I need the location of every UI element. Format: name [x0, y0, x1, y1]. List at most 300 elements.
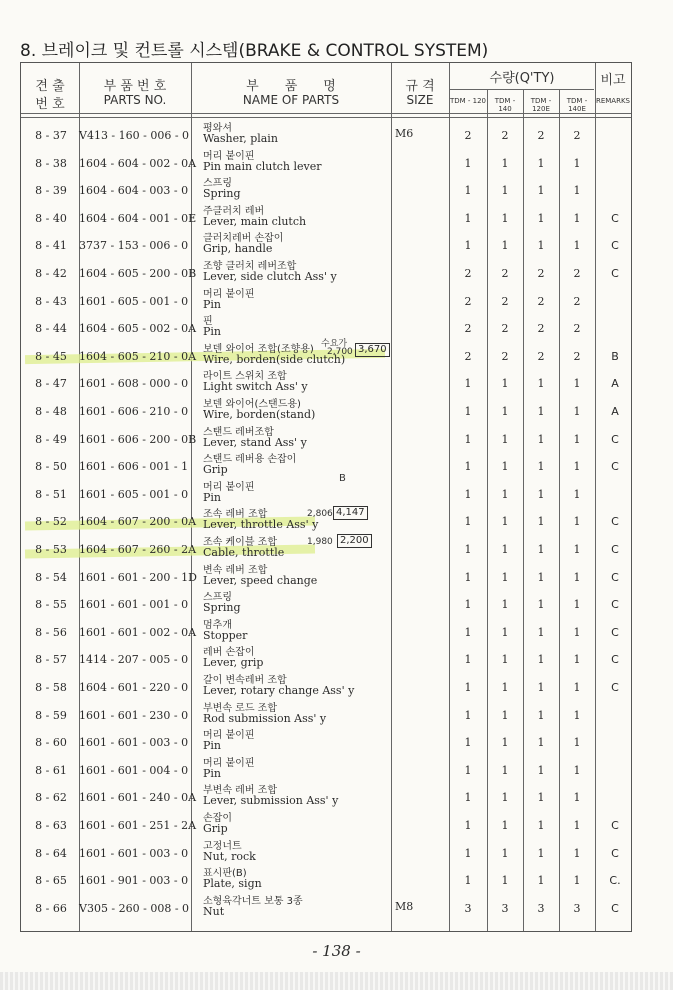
- qty-value: 1: [464, 405, 472, 418]
- header-rule: [21, 113, 631, 114]
- part-name-kr: 스탠드 레버조합: [203, 426, 274, 438]
- ref-number: 8 - 44: [35, 322, 67, 336]
- qty-value: 1: [464, 570, 472, 584]
- part-name-kr: 조향 클러치 레버조합: [203, 261, 297, 272]
- remarks-code: C: [611, 432, 619, 446]
- qty-value: 1: [501, 432, 509, 446]
- qty-value: 2: [464, 129, 472, 142]
- part-number: V413 - 160 - 006 - 0: [79, 129, 190, 142]
- qty-value: 1: [464, 211, 472, 225]
- part-number: 1601 - 901 - 003 - 0: [79, 874, 189, 888]
- table-row: [21, 395, 631, 423]
- qty-value: 3: [573, 901, 581, 915]
- table-row: [21, 616, 631, 644]
- part-name-en: Washer, plain: [203, 132, 278, 145]
- qty-value: 1: [537, 846, 545, 860]
- ref-number: 8 - 38: [35, 156, 67, 170]
- qty-value: 1: [501, 625, 509, 639]
- remarks-code: A: [611, 377, 619, 391]
- part-number: 3737 - 153 - 006 - 0: [79, 239, 189, 253]
- part-number: 1601 - 608 - 000 - 0: [79, 377, 189, 391]
- qty-value: 1: [537, 681, 545, 694]
- ref-number: 8 - 61: [35, 763, 67, 777]
- table-row: [21, 119, 631, 147]
- qty-value: 1: [537, 432, 545, 446]
- remarks-code: C: [611, 653, 619, 667]
- part-name-en: Cable, throttle: [203, 546, 285, 559]
- qty-value: 1: [464, 156, 472, 170]
- part-name-en: Pin main clutch lever: [203, 159, 322, 173]
- scan-edge: [0, 972, 673, 990]
- part-name-kr: 조속 케이블 조합: [203, 537, 277, 548]
- remarks-code: C: [611, 819, 619, 832]
- part-number: 1604 - 604 - 001 - 0E: [79, 211, 197, 225]
- qty-value: 2: [573, 349, 581, 363]
- qty-value: 1: [464, 791, 472, 805]
- qty-value: 1: [464, 184, 472, 198]
- ref-number: 8 - 64: [35, 846, 67, 860]
- table-row: [21, 202, 631, 230]
- table-row: [21, 423, 631, 451]
- table-row: [21, 367, 631, 395]
- part-name-en: Pin: [203, 297, 222, 311]
- header-partno-en: PARTS NO.: [103, 93, 167, 107]
- part-number: 1601 - 601 - 230 - 0: [79, 708, 189, 722]
- qty-value: 1: [501, 211, 509, 225]
- qty-value: 2: [537, 294, 545, 308]
- part-number: 1601 - 606 - 200 - 0B: [79, 432, 197, 446]
- table-row: [21, 837, 631, 865]
- qty-value: 2: [537, 322, 545, 336]
- part-name-kr: 머리 붙이핀: [203, 757, 255, 769]
- part-name-en: Grip: [203, 463, 228, 477]
- qty-value: 2: [501, 267, 509, 280]
- part-size: M8: [395, 899, 414, 913]
- part-number: 1601 - 605 - 001 - 0: [79, 294, 189, 308]
- qty-value: 1: [537, 405, 545, 418]
- qty-value: 1: [573, 763, 581, 777]
- ref-number: 8 - 59: [35, 708, 67, 722]
- qty-value: 1: [501, 515, 509, 529]
- qty-value: 1: [464, 377, 472, 391]
- qty-value: 2: [573, 322, 581, 336]
- qty-value: 1: [501, 239, 509, 253]
- qty-value: 1: [464, 681, 472, 694]
- remarks-code: C: [611, 846, 619, 860]
- qty-value: 1: [501, 570, 509, 584]
- qty-value: 2: [464, 294, 472, 308]
- ref-number: 8 - 45: [35, 349, 67, 363]
- part-name-en: Lever, rotary change Ass' y: [203, 684, 355, 697]
- ref-number: 8 - 53: [35, 543, 67, 556]
- table-row: [21, 643, 631, 671]
- part-name-en: Lever, grip: [203, 656, 264, 670]
- qty-value: 2: [501, 129, 509, 142]
- qty-value: 1: [464, 239, 472, 253]
- qty-value: 1: [573, 432, 581, 446]
- part-name-en: Nut: [203, 904, 225, 918]
- part-name-kr: 보덴 와이어 조합(조향용): [203, 343, 314, 355]
- header-name-en: NAME OF PARTS: [242, 93, 340, 107]
- qty-value: 1: [573, 736, 581, 750]
- part-name-en: Lever, speed change: [203, 573, 318, 587]
- part-name-en: Wire, borden(stand): [203, 408, 316, 421]
- handwritten-price: 2,700: [327, 347, 353, 357]
- remarks-code: C: [611, 901, 619, 915]
- qty-value: 1: [537, 211, 545, 225]
- part-number: 1604 - 604 - 002 - 0A: [79, 156, 197, 170]
- ref-number: 8 - 63: [35, 819, 67, 832]
- qty-value: 2: [573, 129, 581, 142]
- qty-value: 2: [464, 267, 472, 280]
- remarks-code: C: [611, 570, 619, 584]
- part-number: 1414 - 207 - 005 - 0: [79, 653, 189, 667]
- ref-number: 8 - 52: [35, 515, 67, 529]
- table-row: [21, 147, 631, 175]
- ref-number: 8 - 51: [35, 487, 67, 501]
- qty-value: 1: [537, 653, 545, 667]
- qty-value: 1: [537, 515, 545, 529]
- qty-value: 1: [573, 653, 581, 667]
- ref-number: 8 - 65: [35, 874, 67, 888]
- part-name-kr: 멈추개: [203, 619, 232, 631]
- table-row: [21, 671, 631, 699]
- part-name-kr: 부변속 로드 조합: [203, 702, 277, 714]
- ref-number: 8 - 62: [35, 791, 67, 805]
- qty-value: 1: [537, 708, 545, 722]
- handwritten-note: 수요가: [321, 339, 348, 349]
- qty-value: 1: [501, 184, 509, 198]
- part-name-kr: 평와셔: [203, 123, 232, 134]
- part-name-kr: 머리 붙이핀: [203, 481, 255, 493]
- table-row: [21, 726, 631, 754]
- qty-value: 1: [573, 874, 581, 888]
- ref-number: 8 - 43: [35, 294, 67, 308]
- part-name-kr: 머리 붙이핀: [203, 150, 255, 162]
- table-row: [21, 809, 631, 837]
- qty-value: 1: [464, 846, 472, 860]
- qty-value: 1: [537, 570, 545, 584]
- part-name-en: Stopper: [203, 628, 248, 642]
- header-rule: [21, 117, 631, 118]
- qty-value: 1: [501, 874, 509, 888]
- part-name-kr: 스프링: [203, 592, 232, 604]
- part-name-kr: 머리 붙이핀: [203, 730, 255, 742]
- table-row: [21, 892, 631, 920]
- header-name-kr: 부 품 명: [246, 79, 336, 94]
- ref-number: 8 - 60: [35, 736, 67, 750]
- qty-value: 1: [501, 460, 509, 474]
- ref-number: 8 - 56: [35, 625, 67, 639]
- table-row: [21, 781, 631, 809]
- qty-value: 1: [501, 653, 509, 667]
- qty-value: 1: [464, 460, 472, 474]
- qty-value: 1: [464, 625, 472, 639]
- remarks-code: C: [611, 598, 619, 612]
- part-number: 1601 - 601 - 003 - 0: [79, 736, 189, 750]
- qty-value: 1: [501, 846, 509, 860]
- part-number: 1601 - 601 - 200 - 1D: [79, 570, 197, 584]
- page-number: - 138 -: [312, 942, 361, 960]
- qty-value: 1: [537, 156, 545, 170]
- header-partno-kr: 부 품 번 호: [103, 79, 167, 94]
- qty-value: 1: [501, 708, 509, 722]
- ref-number: 8 - 40: [35, 211, 67, 225]
- qty-value: 1: [501, 791, 509, 805]
- part-name-kr: 클러치레버 손잡이: [203, 233, 284, 245]
- remarks-code: C: [611, 239, 619, 253]
- header-no-kr: 견 출: [35, 79, 65, 94]
- part-name-kr: 보덴 와이어(스탠드용): [203, 399, 301, 410]
- qty-value: 1: [573, 681, 581, 694]
- qty-value: 1: [573, 405, 581, 418]
- header-qty-col: TDM - 140E: [566, 97, 588, 113]
- part-number: 1604 - 605 - 200 - 0B: [79, 267, 197, 280]
- ref-number: 8 - 66: [35, 901, 67, 915]
- qty-value: 2: [573, 294, 581, 308]
- qty-value: 2: [464, 322, 472, 336]
- remarks-code: C: [611, 515, 619, 529]
- ref-number: 8 - 49: [35, 432, 67, 446]
- qty-value: 1: [537, 874, 545, 888]
- header-remarks-kr: 비고: [600, 73, 626, 88]
- qty-value: 1: [537, 598, 545, 612]
- part-number: 1604 - 604 - 003 - 0: [79, 184, 189, 198]
- qty-value: 1: [573, 377, 581, 391]
- part-name-en: Pin: [203, 325, 222, 339]
- ref-number: 8 - 48: [35, 405, 67, 418]
- part-name-en: Light switch Ass' y: [203, 380, 308, 394]
- header-remarks-en: REMARKS: [595, 97, 630, 105]
- qty-value: 2: [537, 349, 545, 363]
- header-qty-col: TDM - 140: [494, 97, 516, 113]
- table-row: [21, 285, 631, 313]
- part-name-en: Grip, handle: [203, 242, 273, 256]
- ref-number: 8 - 42: [35, 267, 67, 280]
- qty-value: 1: [537, 736, 545, 750]
- qty-value: 3: [501, 901, 509, 915]
- qty-value: 1: [573, 515, 581, 529]
- handwritten-boxed-price: 4,147: [333, 506, 368, 520]
- part-number: 1601 - 601 - 251 - 2A: [79, 819, 197, 832]
- qty-value: 2: [537, 267, 545, 280]
- part-number: 1601 - 605 - 001 - 0: [79, 487, 189, 501]
- part-name-en: Plate, sign: [203, 877, 262, 891]
- table-row: [21, 561, 631, 589]
- qty-value: 1: [537, 791, 545, 805]
- header-size-kr: 규 격: [405, 79, 435, 94]
- qty-value: 1: [464, 763, 472, 777]
- handwritten-boxed-price: 3,670: [355, 343, 390, 357]
- qty-value: 1: [464, 708, 472, 722]
- table-row: [21, 257, 631, 285]
- qty-value: 3: [464, 901, 472, 915]
- part-name-en: Wire, borden(side clutch): [203, 352, 346, 366]
- header-qty-col: TDM - 120E: [530, 97, 552, 113]
- ref-number: 8 - 57: [35, 653, 67, 667]
- qty-value: 1: [537, 763, 545, 777]
- table-row: [21, 450, 631, 478]
- part-name-kr: 표시판(B): [203, 868, 247, 880]
- qty-value: 1: [573, 239, 581, 253]
- qty-value: 1: [464, 487, 472, 501]
- handwritten-price: 2,806: [307, 509, 333, 519]
- part-name-kr: 소형육각너트 보통 3종: [203, 895, 303, 907]
- ref-number: 8 - 41: [35, 239, 67, 253]
- qty-value: 2: [501, 349, 509, 363]
- qty-value: 1: [501, 405, 509, 418]
- qty-value: 1: [573, 211, 581, 225]
- part-name-kr: 조속 레버 조합: [203, 509, 268, 521]
- qty-value: 1: [537, 819, 545, 832]
- handwritten-note: B: [339, 473, 346, 484]
- part-name-kr: 변속 레버 조합: [203, 564, 268, 576]
- ref-number: 8 - 50: [35, 460, 67, 474]
- part-number: 1601 - 601 - 002 - 0A: [79, 625, 197, 639]
- qty-value: 1: [573, 708, 581, 722]
- qty-value: 2: [464, 349, 472, 363]
- table-row: [21, 699, 631, 727]
- qty-value: 2: [573, 267, 581, 280]
- remarks-code: C: [611, 211, 619, 225]
- part-name-kr: 스프링: [203, 178, 232, 190]
- qty-value: 1: [501, 156, 509, 170]
- remarks-code: C: [611, 543, 619, 556]
- part-number: 1604 - 601 - 220 - 0: [79, 681, 189, 694]
- remarks-code: C: [611, 267, 619, 280]
- qty-value: 1: [573, 819, 581, 832]
- table-row: [21, 864, 631, 892]
- ref-number: 8 - 47: [35, 377, 67, 391]
- qty-value: 1: [573, 543, 581, 556]
- qty-value: 2: [501, 322, 509, 336]
- part-number: 1601 - 601 - 001 - 0: [79, 598, 189, 612]
- ref-number: 8 - 54: [35, 570, 67, 584]
- qty-value: 1: [464, 598, 472, 612]
- header-size-en: SIZE: [406, 93, 434, 107]
- part-name-kr: 고정너트: [203, 840, 242, 852]
- remarks-code: C.: [609, 874, 621, 888]
- qty-value: 1: [537, 543, 545, 556]
- part-number: 1601 - 606 - 210 - 0: [79, 405, 189, 418]
- table-row: [21, 588, 631, 616]
- ref-number: 8 - 37: [35, 129, 67, 142]
- header-qty: 수량(Q'TY): [489, 71, 555, 86]
- ref-number: 8 - 39: [35, 184, 67, 198]
- qty-value: 1: [464, 874, 472, 888]
- part-name-en: Pin: [203, 490, 222, 504]
- part-name-en: Spring: [203, 187, 241, 201]
- handwritten-price: 1,980: [307, 537, 333, 547]
- qty-value: 1: [573, 846, 581, 860]
- part-name-en: Rod submission Ass' y: [203, 711, 327, 725]
- qty-value: 1: [501, 598, 509, 612]
- qty-value: 1: [501, 543, 509, 556]
- part-name-kr: 레버 손잡이: [203, 647, 255, 659]
- table-row: [21, 754, 631, 782]
- remarks-code: B: [611, 349, 619, 363]
- part-name-en: Lever, side clutch Ass' y: [203, 270, 337, 283]
- qty-value: 1: [464, 736, 472, 750]
- qty-value: 1: [537, 460, 545, 474]
- header-qty-col: TDM - 120: [449, 97, 487, 105]
- part-name-kr: 갈이 변속레버 조합: [203, 675, 287, 686]
- part-name-kr: 스탠드 레버용 손잡이: [203, 454, 297, 466]
- part-name-en: Lever, submission Ass' y: [203, 794, 339, 808]
- table-row: [21, 174, 631, 202]
- header-rule: [449, 89, 594, 90]
- qty-value: 1: [573, 460, 581, 474]
- part-name-en: Grip: [203, 822, 228, 835]
- qty-value: 1: [501, 819, 509, 832]
- parts-table: [20, 62, 632, 932]
- ref-number: 8 - 58: [35, 681, 67, 694]
- qty-value: 1: [537, 487, 545, 501]
- qty-value: 3: [537, 901, 545, 915]
- part-name-kr: 라이트 스위치 조합: [203, 371, 287, 383]
- qty-value: 1: [537, 377, 545, 391]
- remarks-code: C: [611, 460, 619, 474]
- qty-value: 1: [573, 625, 581, 639]
- qty-value: 2: [537, 129, 545, 142]
- qty-value: 2: [501, 294, 509, 308]
- qty-value: 1: [501, 377, 509, 391]
- remarks-code: C: [611, 625, 619, 639]
- part-name-en: Pin: [203, 766, 222, 780]
- part-number: 1604 - 607 - 200 - 0A: [79, 515, 197, 529]
- part-name-en: Pin: [203, 739, 222, 753]
- part-name-en: Lever, stand Ass' y: [203, 435, 307, 449]
- qty-value: 1: [501, 487, 509, 501]
- part-number: 1601 - 601 - 240 - 0A: [79, 791, 197, 805]
- table-row: [21, 229, 631, 257]
- qty-value: 1: [464, 515, 472, 529]
- part-size: M6: [395, 127, 414, 140]
- part-name-kr: 머리 붙이핀: [203, 288, 255, 300]
- qty-value: 1: [573, 487, 581, 501]
- qty-value: 1: [464, 432, 472, 446]
- qty-value: 1: [573, 598, 581, 612]
- part-number: 1601 - 601 - 003 - 0: [79, 846, 189, 860]
- handwritten-boxed-price: 2,200: [337, 534, 372, 548]
- qty-value: 1: [573, 156, 581, 170]
- part-number: 1604 - 607 - 260 - 2A: [79, 543, 197, 556]
- qty-value: 1: [464, 543, 472, 556]
- part-name-kr: 핀: [203, 316, 213, 328]
- part-number: 1604 - 605 - 002 - 0A: [79, 322, 197, 336]
- page-title: 8. 브레이크 및 컨트롤 시스템(BRAKE & CONTROL SYSTEM): [20, 41, 489, 61]
- part-name-en: Nut, rock: [203, 849, 256, 863]
- qty-value: 1: [501, 763, 509, 777]
- qty-value: 1: [573, 184, 581, 198]
- part-name-kr: 주클러치 레버: [203, 205, 265, 217]
- qty-value: 1: [537, 184, 545, 198]
- qty-value: 1: [573, 570, 581, 584]
- qty-value: 1: [501, 736, 509, 750]
- qty-value: 1: [537, 239, 545, 253]
- part-name-en: Spring: [203, 601, 241, 615]
- part-name-en: Lever, throttle Ass' y: [203, 518, 319, 532]
- qty-value: 1: [464, 653, 472, 667]
- part-number: 1601 - 601 - 004 - 0: [79, 763, 189, 777]
- remarks-code: A: [611, 405, 619, 418]
- qty-value: 1: [464, 819, 472, 832]
- qty-value: 1: [501, 681, 509, 694]
- part-name-en: Lever, main clutch: [203, 214, 307, 228]
- remarks-code: C: [611, 681, 619, 694]
- ref-number: 8 - 55: [35, 598, 67, 612]
- part-number: 1601 - 606 - 001 - 1: [79, 460, 189, 474]
